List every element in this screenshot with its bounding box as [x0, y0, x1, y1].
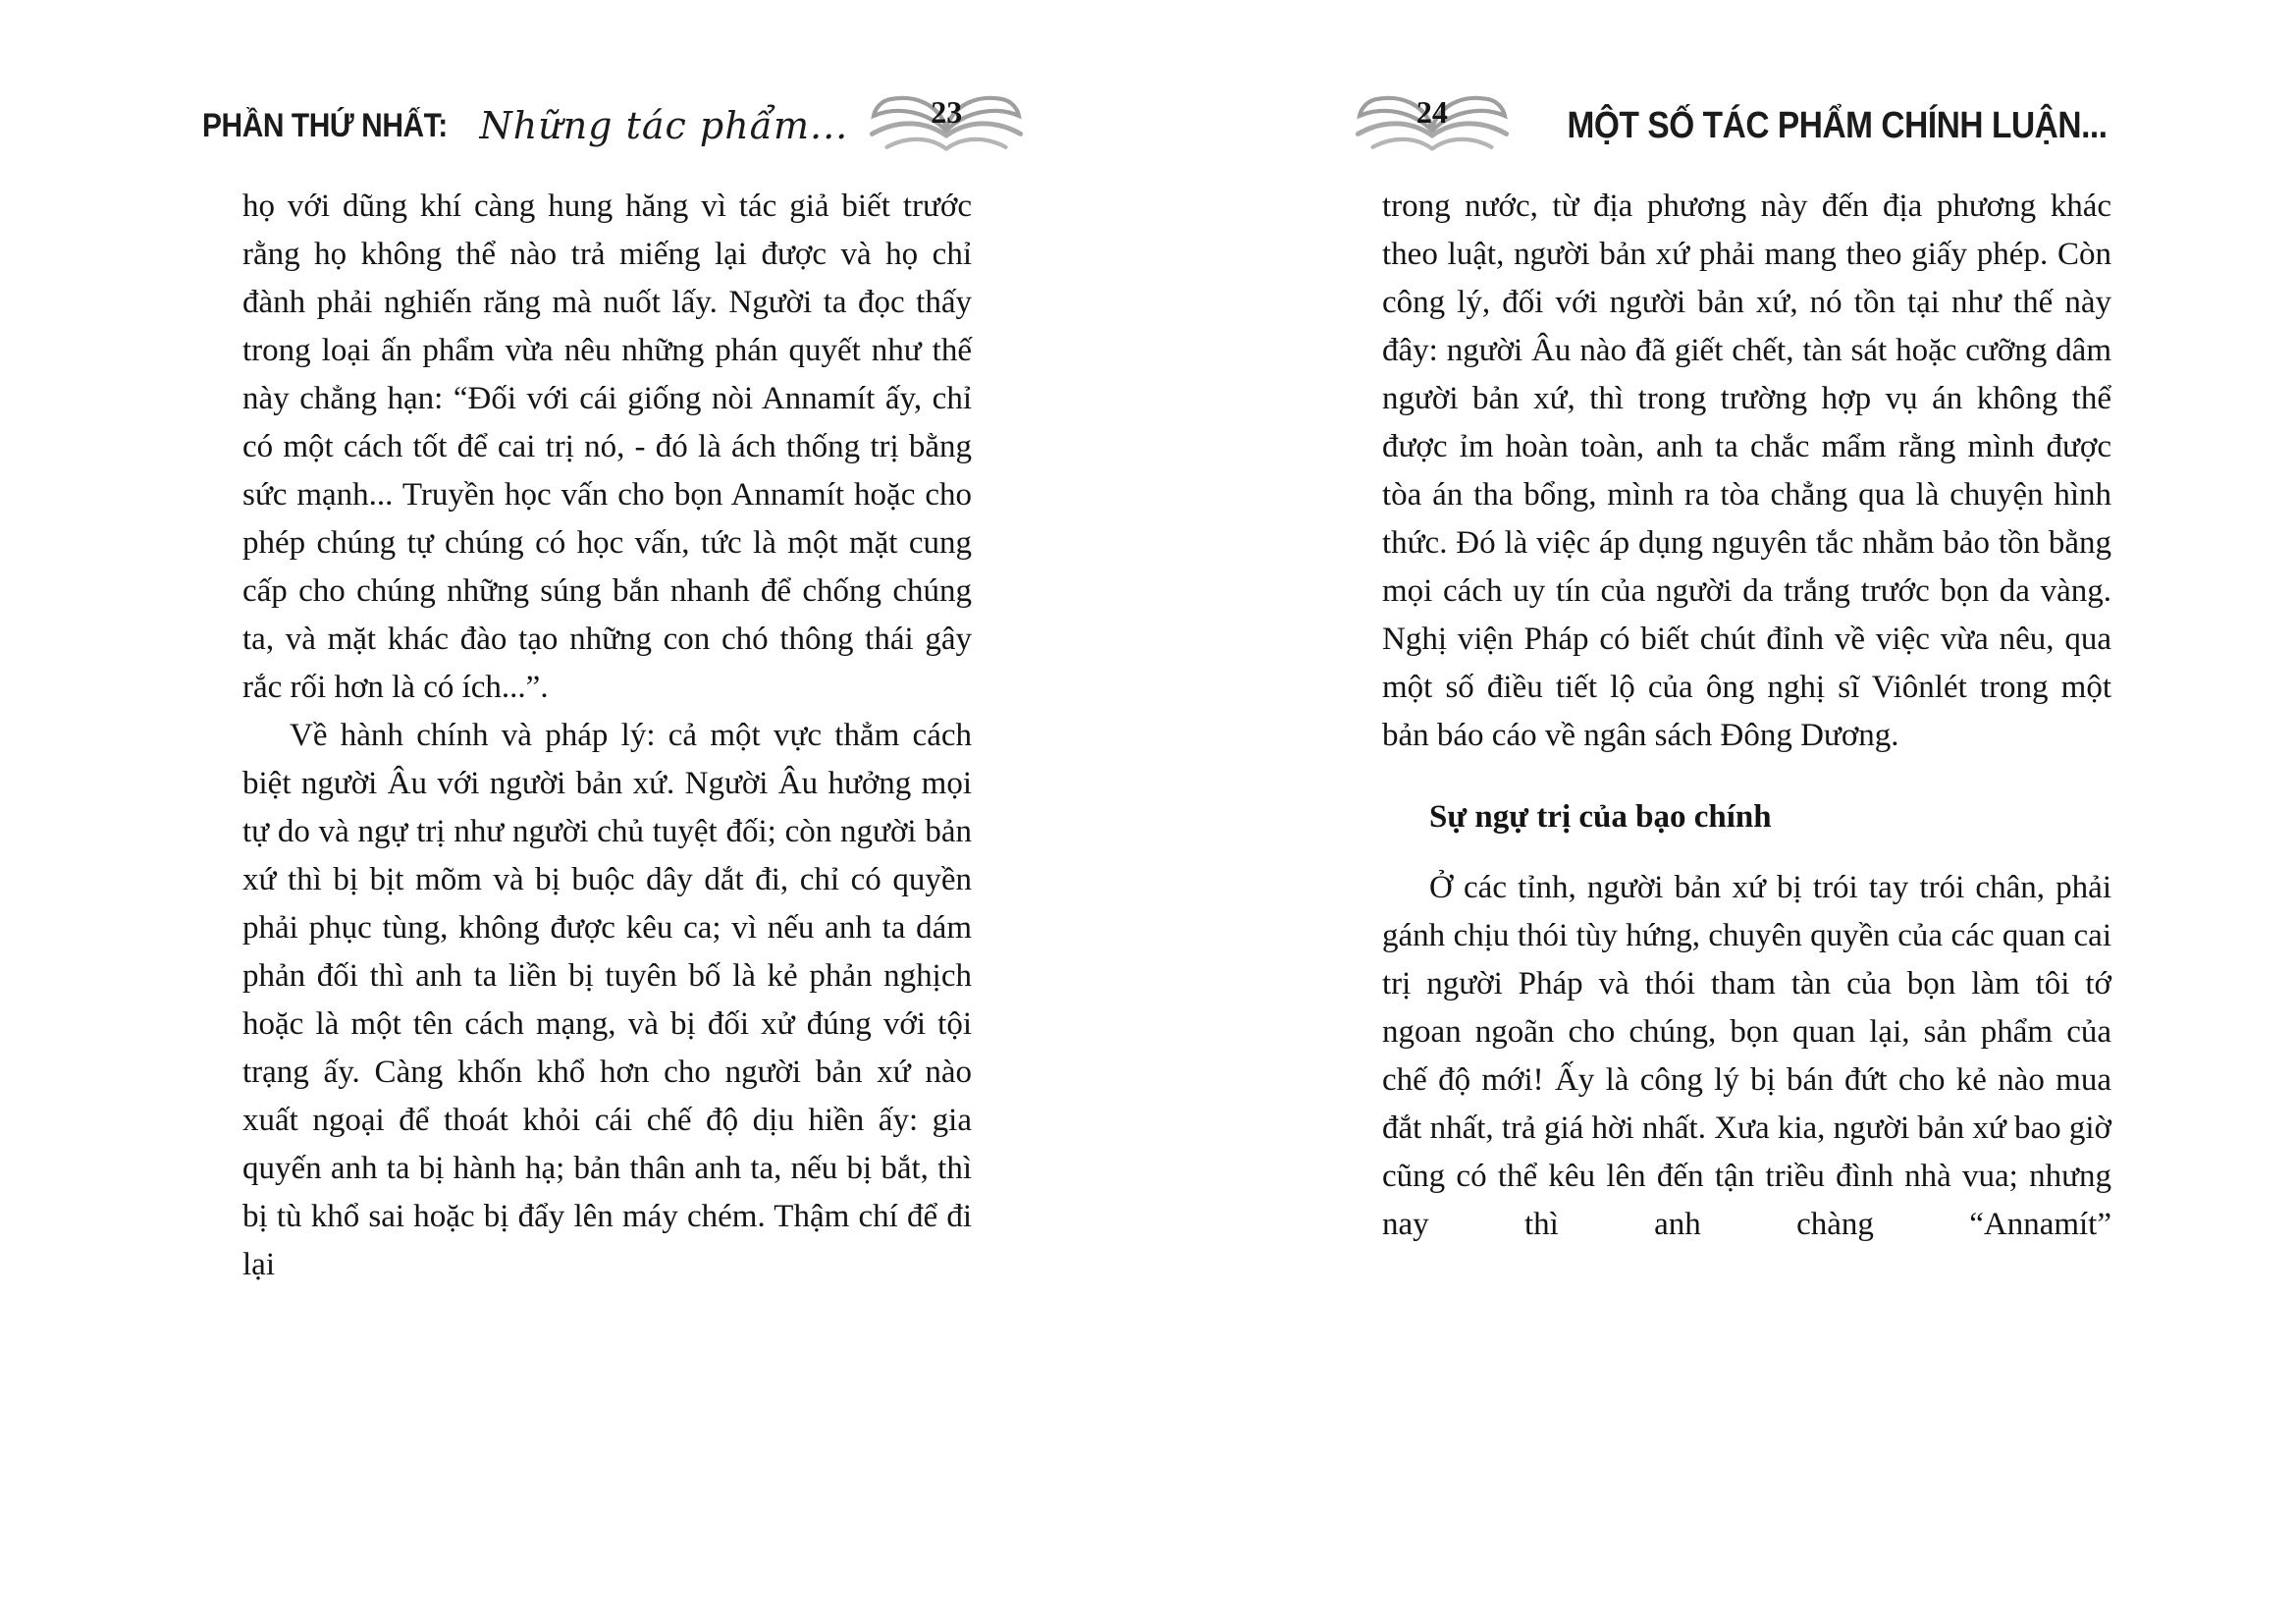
page-left-body: [242, 183, 972, 1289]
paragraph: Ở các tỉnh, người bản xứ bị trói tay trói chân, phải gánh chịu thói tùy hứng, chuyên quyền của các quan cai trị người Pháp và thói tham tàn của bọn làm tôi tớ ngoan ngoãn cho chúng, bọn quan lại, sản phẩm của chế độ mới! Ấy là công lý bị bán đứt cho kẻ nào mua đắt nhất, trả giá hời nhất. Xưa kia, người bản xứ bao giờ cũng có thể kêu lên đến tận triều đình nhà vua; nhưng nay thì anh chàng “Annamít”: [1382, 870, 2111, 1242]
page-number: 23: [931, 94, 963, 130]
part-title: PHẦN THỨ NHẤT:: [201, 106, 448, 144]
open-book-icon: [864, 82, 1029, 169]
page-number: 24: [1415, 94, 1448, 130]
open-book-icon: [1350, 82, 1515, 169]
page-right-header: [1343, 79, 2151, 173]
page-right-body: [1382, 183, 2111, 1249]
paragraph: họ với dũng khí càng hung hăng vì tác giả biết trước rằng họ không thể nào trả miếng lại được và họ chỉ đành phải nghiến răng mà nuốt lấy. Người ta đọc thấy trong loại ấn phẩm vừa nêu những phán quyết như thế này chẳng hạn: “Đối với cái giống nòi Annamít ấy, chỉ có một cách tốt để cai trị nó, - đó là ách thống trị bằng sức mạnh... Truyền học vấn cho bọn Annamít hoặc cho phép chúng tự chúng có học vấn, tức là một mặt cung cấp cho chúng những súng bắn nhanh để chống chúng ta, và mặt khác đào tạo những con chó thông thái gây rắc rối hơn là có ích...”.: [242, 189, 972, 705]
page-left-header: [203, 79, 1011, 173]
paragraph: Về hành chính và pháp lý: cả một vực thẳm cách biệt người Âu với người bản xứ. Người Âu hưởng mọi tự do và ngự trị như người chủ tuyệt đối; còn người bản xứ thì bị bịt mõm và bị buộc dây dắt đi, chỉ có quyền phải phục tùng, không được kêu ca; vì nếu anh ta dám phản đối thì anh ta liền bị tuyên bố là kẻ phản nghịch hoặc là một tên cách mạng, và bị đối xử đúng với tội trạng ấy. Càng khốn khổ hơn cho người bản xứ nào xuất ngoại để thoát khỏi cái chế độ dịu hiền ấy: gia quyến anh ta bị hành hạ; bản thân anh ta, nếu bị bắt, thì bị tù khổ sai hoặc bị đẩy lên máy chém. Thậm chí để đi lại: [242, 718, 972, 1282]
part-subtitle: Những tác phẩm...: [479, 104, 849, 147]
page-right: [1382, 0, 2111, 1624]
paragraph: trong nước, từ địa phương này đến địa phương khác theo luật, người bản xứ phải mang theo giấy phép. Còn công lý, đối với người bản xứ, nó tồn tại như thế này đây: người Âu nào đã giết chết, tàn sát hoặc cưỡng dâm người bản xứ, thì trong trường hợp vụ án không thể được ỉm hoàn toàn, anh ta chắc mẩm rằng mình được tòa án tha bổng, mình ra tòa chẳng qua là chuyện hình thức. Đó là việc áp dụng nguyên tắc nhằm bảo tồn bằng mọi cách uy tín của người da trắng trước bọn da vàng. Nghị viện Pháp có biết chút đỉnh về việc vừa nêu, qua một số điều tiết lộ của ông nghị sĩ Viônlét trong một bản báo cáo về ngân sách Đông Dương.: [1382, 189, 2111, 753]
page-left: [201, 0, 972, 1624]
book-title: MỘT SỐ TÁC PHẨM CHÍNH LUẬN...: [1567, 104, 2108, 146]
section-heading: Sự ngự trị của bạo chính: [1429, 799, 1772, 835]
